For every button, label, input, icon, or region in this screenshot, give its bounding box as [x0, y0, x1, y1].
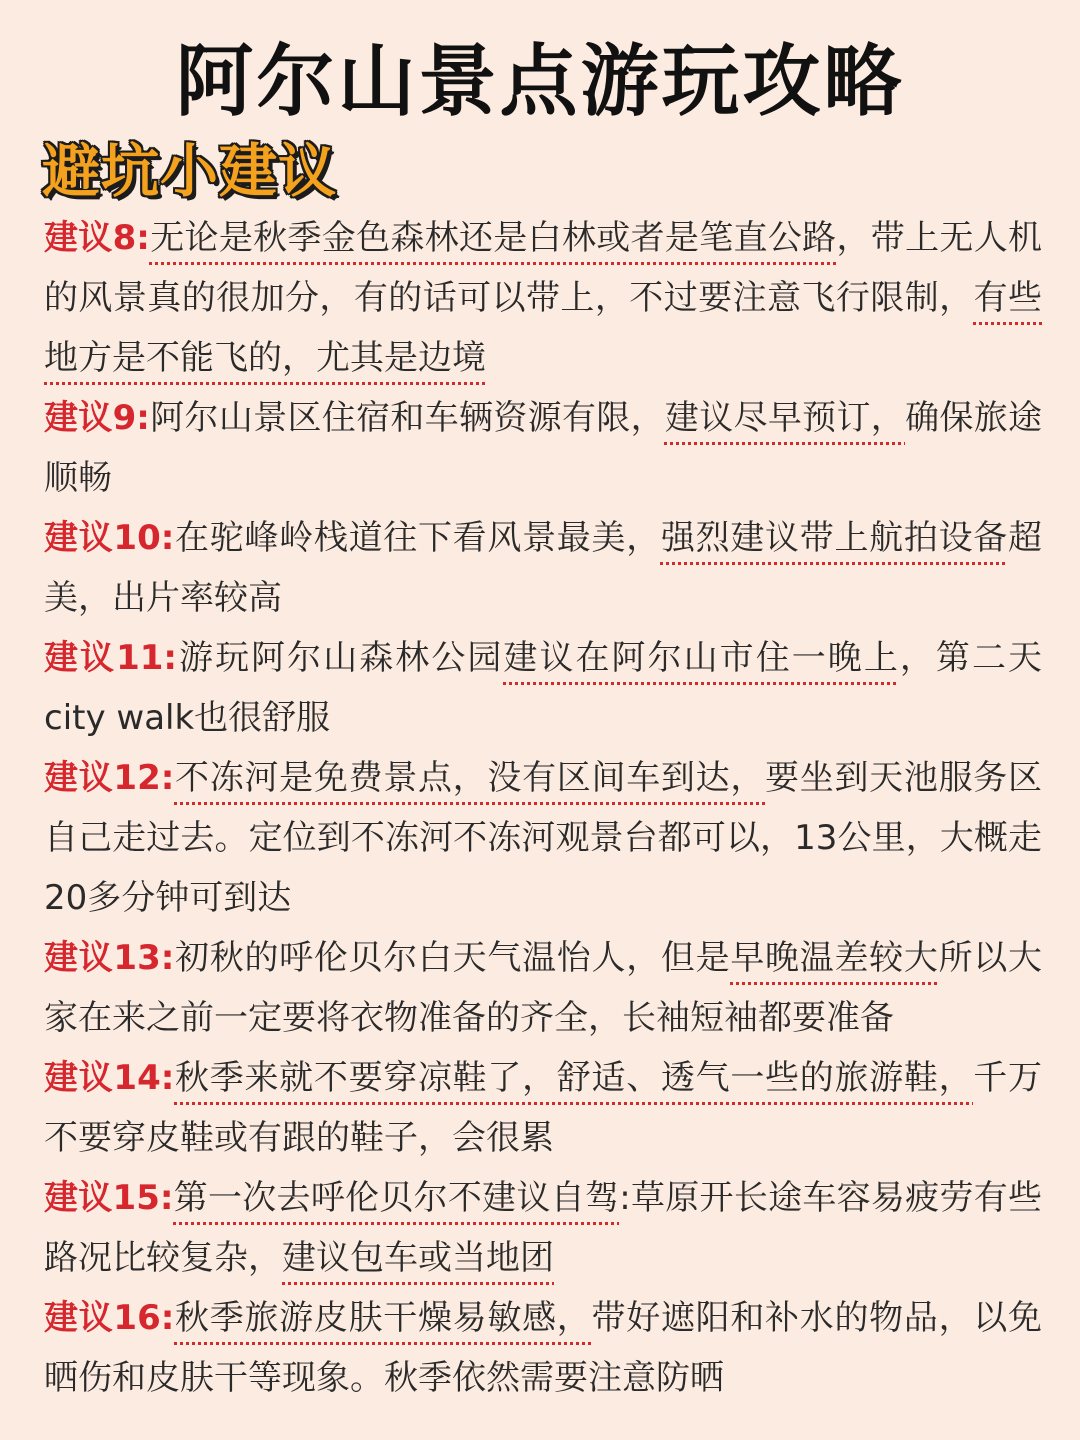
tip-label: 建议9: — [44, 398, 150, 438]
tip-label: 建议13: — [44, 938, 175, 978]
tip-text: 游玩阿尔山森林公园 — [177, 638, 504, 678]
tip-text: 确保旅途顺畅 — [44, 398, 1043, 498]
tip-highlight-text: 早晚温差较大 — [730, 938, 939, 978]
page-title: 阿尔山景点游玩攻略 — [175, 37, 905, 127]
tip-text: 在驼峰岭栈道往下看风景最美， — [174, 518, 661, 558]
tip-highlight-text: 强烈建议带上航拍设备 — [660, 518, 1009, 558]
tip-text: 要坐到天池服务区自己走过去。定位到不冻河不冻河观景台都可以，13公里，大概走20多分钟可到达 — [44, 758, 1042, 918]
tip-item — [44, 1168, 1042, 1288]
tip-text: 超美，出片率较高 — [44, 518, 1043, 618]
tip-highlight-text: 无论是秋季金色森林还是白林或者是笔直公路 — [149, 218, 837, 258]
tip-label: 建议14: — [44, 1058, 175, 1098]
tip-highlight-text: 秋季旅游皮肤干燥易敏感， — [174, 1298, 592, 1338]
tip-label: 建议15: — [44, 1178, 174, 1218]
tip-highlight-text: 建议包车或当地团 — [282, 1238, 554, 1278]
tip-item — [44, 748, 1042, 928]
tip-item — [44, 508, 1042, 628]
tip-highlight-text: 有些地方是不能飞的，尤其是边境 — [44, 278, 1043, 378]
tip-text: ，带上无人机的风景真的很加分，有的话可以带上，不过要注意飞行限制， — [44, 218, 1043, 318]
tip-highlight-text: 建议尽早预订， — [664, 398, 906, 438]
tips-list — [44, 208, 1042, 1408]
tip-text: 带好遮阳和补水的物品，以免晒伤和皮肤干等现象。秋季依然需要注意防晒 — [44, 1298, 1042, 1398]
tip-label: 建议11: — [44, 638, 177, 678]
tip-item — [44, 628, 1042, 748]
tip-item — [44, 1048, 1042, 1168]
tip-highlight-text: 不冻河是免费景点，没有区间车到达， — [174, 758, 766, 798]
tip-highlight-text: 建议在阿尔山市住一晚上 — [503, 638, 900, 678]
tip-item — [44, 928, 1042, 1048]
tip-item — [44, 388, 1042, 508]
tip-text: 千万不要穿皮鞋或有跟的鞋子，会很累 — [44, 1058, 1043, 1158]
tip-text: ，第二天city walk也很舒服 — [44, 638, 1043, 738]
tip-highlight-text: 第一次去呼伦贝尔不建议自驾 — [173, 1178, 620, 1218]
tip-highlight-text: 秋季来就不要穿凉鞋了，舒适、透气一些的旅游鞋， — [174, 1058, 974, 1098]
tip-text: 初秋的呼伦贝尔白天气温怡人，但是 — [174, 938, 731, 978]
tip-label: 建议12: — [44, 758, 175, 798]
tip-label: 建议16: — [44, 1298, 175, 1338]
tip-item — [44, 1288, 1042, 1408]
tip-text: 所以大家在来之前一定要将衣物准备的齐全，长袖短袖都要准备 — [44, 938, 1043, 1038]
section-heading: 避坑小建议 — [42, 137, 338, 205]
tip-item — [44, 208, 1042, 388]
tip-label: 建议8: — [44, 218, 150, 258]
tip-text: 阿尔山景区住宿和车辆资源有限， — [149, 398, 665, 438]
tip-label: 建议10: — [44, 518, 175, 558]
tip-text: :草原开长途车容易疲劳有些路况比较复杂， — [44, 1178, 1042, 1278]
